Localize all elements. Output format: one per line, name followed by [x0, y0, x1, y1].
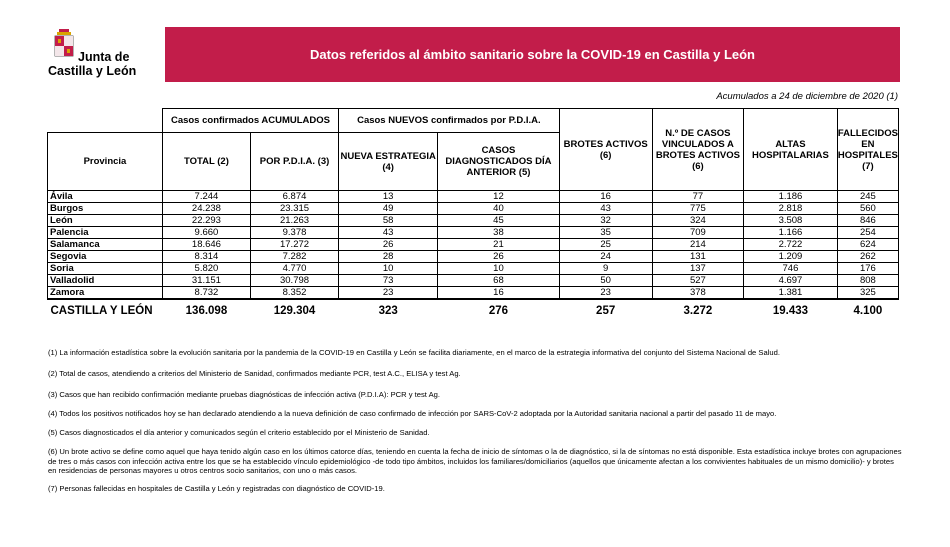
- province-name: Segovia: [48, 251, 163, 263]
- province-name: Salamanca: [48, 239, 163, 251]
- table-cell: 8.352: [250, 287, 338, 300]
- table-cell: 21.263: [250, 215, 338, 227]
- header-brotes: BROTES ACTIVOS (6): [559, 109, 652, 191]
- header-blank: [48, 109, 163, 133]
- table-cell: 58: [339, 215, 438, 227]
- table-cell: 8.732: [162, 287, 250, 300]
- logo-line2: Castilla y León: [48, 64, 137, 78]
- table-cell: 13: [339, 191, 438, 203]
- table-cell: 1.209: [744, 251, 838, 263]
- province-name: Ávila: [48, 191, 163, 203]
- header-fallecidos: FALLECIDOS EN HOSPITALES (7): [837, 109, 898, 191]
- table-cell: 4.697: [744, 275, 838, 287]
- table-cell: 325: [837, 287, 898, 300]
- page-title: Datos referidos al ámbito sanitario sobre la COVID-19 en Castilla y León: [309, 47, 755, 62]
- table-cell: 10: [339, 263, 438, 275]
- table-cell: 21: [438, 239, 559, 251]
- header-acumulados: Casos confirmados ACUMULADOS: [162, 109, 338, 133]
- table-cell: 43: [339, 227, 438, 239]
- total-cell: 4.100: [837, 299, 898, 321]
- province-name: Burgos: [48, 203, 163, 215]
- logo-text: [48, 50, 136, 78]
- table-cell: 16: [438, 287, 559, 300]
- total-row: [48, 299, 899, 321]
- table-cell: 24: [559, 251, 652, 263]
- total-cell: CASTILLA Y LEÓN: [48, 299, 163, 321]
- table-row: [48, 227, 899, 239]
- junta-logo: [44, 28, 154, 84]
- table-cell: 49: [339, 203, 438, 215]
- table-cell: 560: [837, 203, 898, 215]
- table-cell: 68: [438, 275, 559, 287]
- total-cell: 129.304: [250, 299, 338, 321]
- table-cell: 262: [837, 251, 898, 263]
- table-row: [48, 263, 899, 275]
- footnote: (6) Un brote activo se define como aquel que haya tenido algún caso en los últimos catorce días, teniendo en cuenta la fecha de inicio de síntomas o la de diagnóstico, si la de síntomas no está disponible. Esta estadística incluye brotes con agrupaciones de tres o más casos con infección activa entre los que se ha establecido vínculo epidemiológico -de todo tipo ámbitos, incluidos los familiares/domiciliarios (aquellos que únicamente afectan a los convivientes habituales de un mismo domicilio)- y brotes en residencias de personas mayores u otros centros socio sanitarios, con uno o más casos.: [48, 447, 902, 475]
- table-cell: 10: [438, 263, 559, 275]
- province-name: León: [48, 215, 163, 227]
- table-row: [48, 239, 899, 251]
- footnote: (2) Total de casos, atendiendo a criterios del Ministerio de Sanidad, confirmados mediante PCR, test A.C., ELISA y test Ag.: [48, 369, 461, 378]
- footnote: (7) Personas fallecidas en hospitales de Castilla y León y registradas con diagnóstico de COVID-19.: [48, 484, 385, 493]
- header-altas: ALTAS HOSPITALARIAS: [744, 109, 838, 191]
- footnote: (4) Todos los positivos notificados hoy se han declarado atendiendo a la nueva definición de caso confirmado de infección por SARS-CoV-2 adoptada por la Autoridad sanitaria nacional a partir del pasado 11 de mayo.: [48, 409, 777, 418]
- table-cell: 35: [559, 227, 652, 239]
- table-row: [48, 191, 899, 203]
- table-cell: 38: [438, 227, 559, 239]
- province-name: Valladolid: [48, 275, 163, 287]
- footnote: (3) Casos que han recibido confirmación mediante pruebas diagnósticas de infección activa (P.D.I.A): PCR y test Ag.: [48, 390, 440, 399]
- total-cell: 3.272: [652, 299, 743, 321]
- table-cell: 12: [438, 191, 559, 203]
- table-cell: 77: [652, 191, 743, 203]
- header-total: TOTAL (2): [162, 133, 250, 191]
- table-cell: 378: [652, 287, 743, 300]
- province-name: Palencia: [48, 227, 163, 239]
- table-cell: 254: [837, 227, 898, 239]
- table-cell: 624: [837, 239, 898, 251]
- table-cell: 324: [652, 215, 743, 227]
- date-note: Acumulados a 24 de diciembre de 2020 (1): [716, 91, 898, 102]
- table-cell: 73: [339, 275, 438, 287]
- total-cell: 257: [559, 299, 652, 321]
- table-cell: 1.381: [744, 287, 838, 300]
- table-row: [48, 215, 899, 227]
- table-cell: 2.818: [744, 203, 838, 215]
- table-cell: 9.660: [162, 227, 250, 239]
- footnote: (5) Casos diagnosticados el día anterior y comunicados según el criterio establecido por el Ministerio de Sanidad.: [48, 428, 430, 437]
- table-cell: 1.186: [744, 191, 838, 203]
- table-cell: 245: [837, 191, 898, 203]
- table-cell: 4.770: [250, 263, 338, 275]
- table-cell: 1.166: [744, 227, 838, 239]
- table-cell: 17.272: [250, 239, 338, 251]
- table-cell: 30.798: [250, 275, 338, 287]
- header-nueva-estrategia: NUEVA ESTRATEGIA (4): [339, 133, 438, 191]
- table-cell: 7.244: [162, 191, 250, 203]
- table-cell: 45: [438, 215, 559, 227]
- table-cell: 3.508: [744, 215, 838, 227]
- table-cell: 26: [438, 251, 559, 263]
- table-cell: 16: [559, 191, 652, 203]
- table-cell: 22.293: [162, 215, 250, 227]
- table-cell: 24.238: [162, 203, 250, 215]
- footnote: (1) La información estadística sobre la evolución sanitaria por la pandemia de la COVID-19 en Castilla y León se facilita diariamente, en el marco de la estrategia informativa del conjunto del Sistema Nacional de Salud.: [48, 348, 780, 357]
- table-cell: 846: [837, 215, 898, 227]
- covid-data-table: [47, 108, 899, 321]
- table-cell: 808: [837, 275, 898, 287]
- table-row: [48, 287, 899, 300]
- table-cell: 131: [652, 251, 743, 263]
- table-row: [48, 275, 899, 287]
- table-cell: 6.874: [250, 191, 338, 203]
- table-cell: 137: [652, 263, 743, 275]
- table-row: [48, 251, 899, 263]
- total-cell: 19.433: [744, 299, 838, 321]
- table-cell: 709: [652, 227, 743, 239]
- logo-line1: Junta de: [78, 50, 130, 64]
- province-name: Soria: [48, 263, 163, 275]
- header-vinculados: N.º DE CASOS VINCULADOS A BROTES ACTIVOS (6): [652, 109, 743, 191]
- page-title-banner: [165, 27, 900, 82]
- total-cell: 136.098: [162, 299, 250, 321]
- header-pdia: POR P.D.I.A. (3): [250, 133, 338, 191]
- table-cell: 775: [652, 203, 743, 215]
- table-cell: 18.646: [162, 239, 250, 251]
- table-cell: 32: [559, 215, 652, 227]
- table-cell: 31.151: [162, 275, 250, 287]
- table-cell: 28: [339, 251, 438, 263]
- total-cell: 276: [438, 299, 559, 321]
- table-cell: 40: [438, 203, 559, 215]
- total-cell: 323: [339, 299, 438, 321]
- table-cell: 23: [559, 287, 652, 300]
- table-row: [48, 203, 899, 215]
- table-cell: 8.314: [162, 251, 250, 263]
- header-nuevos: Casos NUEVOS confirmados por P.D.I.A.: [339, 109, 560, 133]
- table-cell: 527: [652, 275, 743, 287]
- header-provincia: Provincia: [48, 133, 163, 191]
- table-cell: 23.315: [250, 203, 338, 215]
- table-cell: 214: [652, 239, 743, 251]
- table-cell: 25: [559, 239, 652, 251]
- table-cell: 23: [339, 287, 438, 300]
- table-cell: 26: [339, 239, 438, 251]
- table-cell: 7.282: [250, 251, 338, 263]
- table-cell: 746: [744, 263, 838, 275]
- table-cell: 9.378: [250, 227, 338, 239]
- province-name: Zamora: [48, 287, 163, 300]
- table-cell: 50: [559, 275, 652, 287]
- header-casos-dia-anterior: CASOS DIAGNOSTICADOS DÍA ANTERIOR (5): [438, 133, 559, 191]
- table-cell: 176: [837, 263, 898, 275]
- table-cell: 5.820: [162, 263, 250, 275]
- table-cell: 2.722: [744, 239, 838, 251]
- table-cell: 9: [559, 263, 652, 275]
- table-cell: 43: [559, 203, 652, 215]
